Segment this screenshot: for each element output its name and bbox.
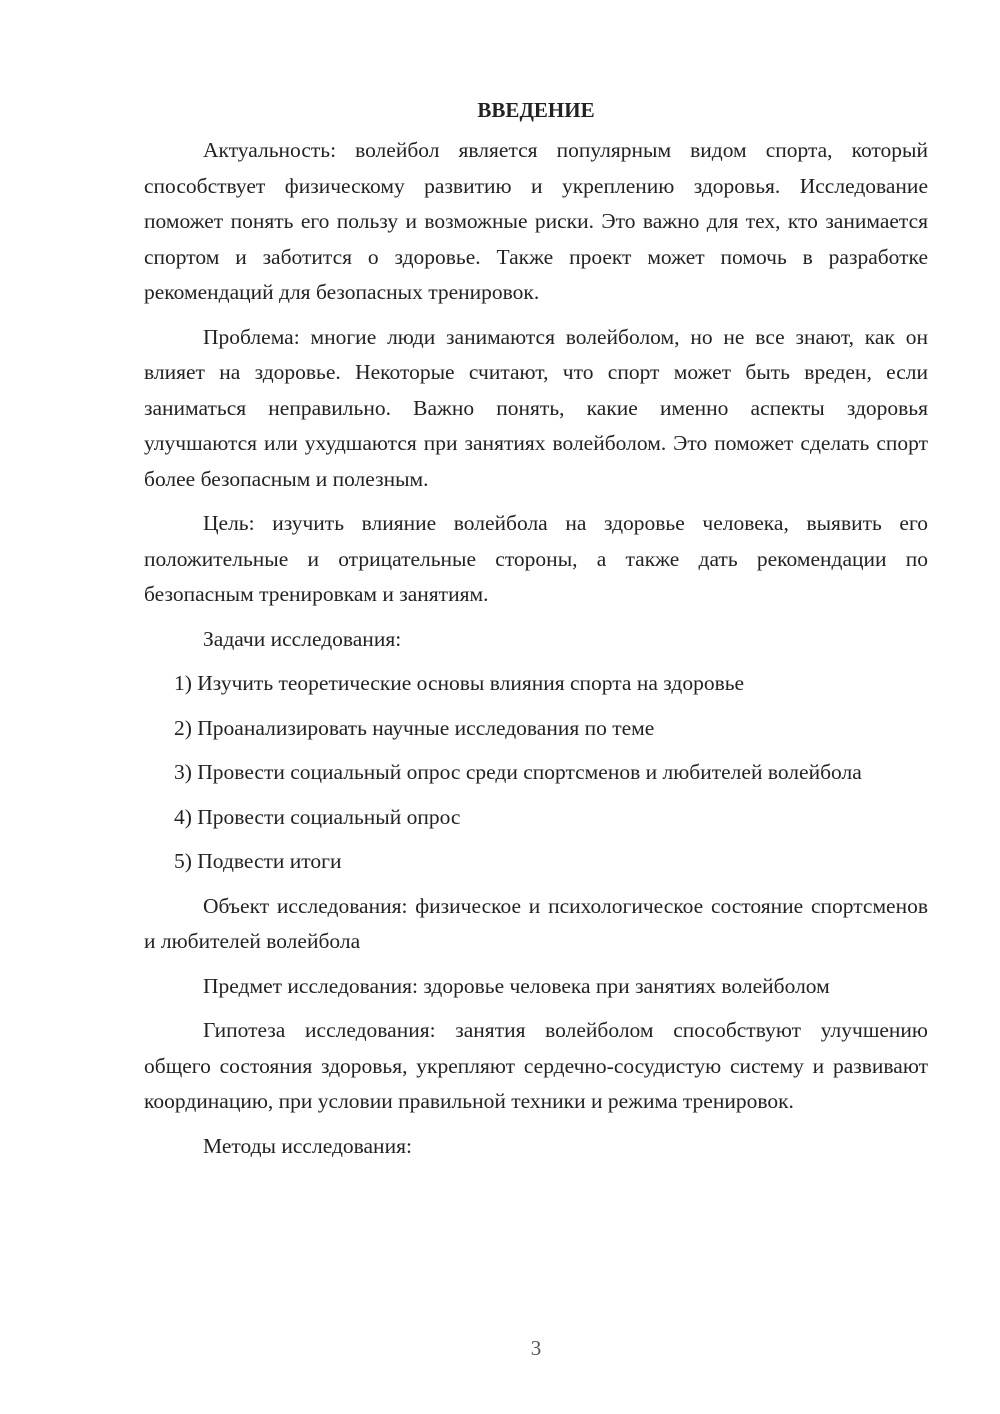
- paragraph-problem: Проблема: многие люди занимаются волейболом, но не все знают, как он влияет на здоровье. Некоторые считают, что спорт может быть вреден, если заниматься неправильно. Важно понять, какие именно аспекты здоровья улучшаются или ухудшаются при занятиях волейболом. Это поможет сделать спорт более безопасным и полезным.: [144, 324, 928, 491]
- paragraph-relevance: Актуальность: волейбол является популярным видом спорта, который способствует физическому развитию и укреплению здоровья. Исследование поможет понять его пользу и возможные риски. Это важно для тех, кто занимается спортом и заботится о здоровье. Также проект может помочь в разработке рекомендаций для безопасных тренировок.: [144, 138, 928, 304]
- paragraph-hypothesis: Гипотеза исследования: занятия волейболом способствуют улучшению общего состояния здоровья, укрепляют сердечно-сосудистую систему и развивают координацию, при условии правильной техники и режима тренировок.: [144, 1018, 928, 1113]
- page-title: ВВЕДЕНИЕ: [477, 98, 595, 122]
- list-item: 5) Подвести итоги: [174, 849, 342, 873]
- paragraph-subject: Предмет исследования: здоровье человека при занятиях волейболом: [203, 973, 830, 998]
- page-number: 3: [530, 1336, 542, 1360]
- paragraph-goal: Цель: изучить влияние волейбола на здоровье человека, выявить его положительные и отрицательные стороны, а также дать рекомендации по безопасным тренировкам и занятиям.: [144, 511, 928, 606]
- paragraph-methods-heading: Методы исследования:: [203, 1133, 412, 1158]
- list-item: 2) Проанализировать научные исследования по теме: [174, 715, 655, 740]
- paragraph-object: Объект исследования: физическое и психологическое состояние спортсменов и любителей волейбола: [144, 893, 928, 953]
- list-item: 3) Провести социальный опрос среди спортсменов и любителей волейбола: [174, 760, 862, 784]
- paragraph-tasks-heading: Задачи исследования:: [203, 626, 402, 651]
- list-item: 4) Провести социальный опрос: [174, 804, 461, 829]
- list-item: 1) Изучить теоретические основы влияния спорта на здоровье: [174, 671, 745, 695]
- page-content: [144, 95, 928, 1173]
